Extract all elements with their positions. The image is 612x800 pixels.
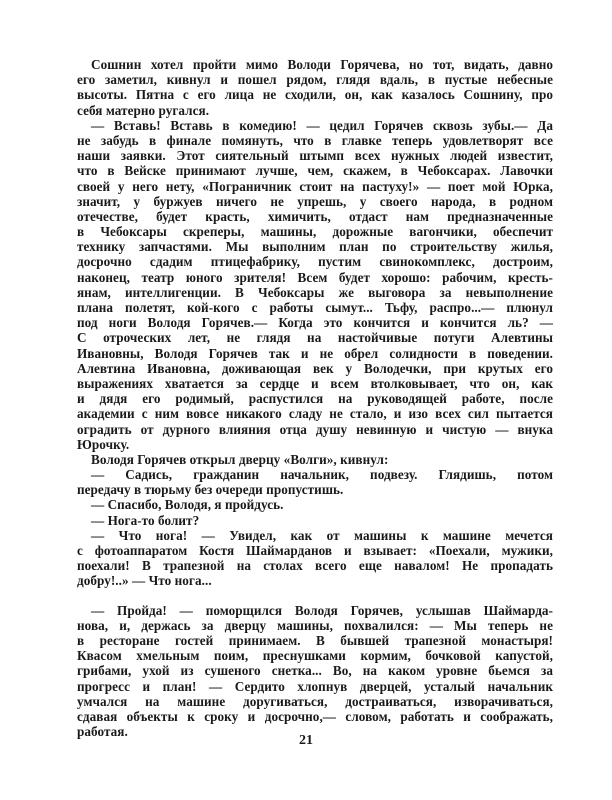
text-line: Сошнин хотел пройти мимо Володи Горячева, но тот, видать, давно	[91, 57, 553, 72]
text-line: отечестве, будет красть, химичить, отдаст нам предназначенные	[77, 208, 553, 224]
text-line: поехали! В трапезной на столах всего еще навалом! Не пропадать	[77, 558, 553, 574]
text-line: высоты. Пятна с его лица не сходили, он, как казалось Сошнину, про	[77, 87, 553, 103]
text-line: добру!..» — Что нога...	[77, 573, 212, 589]
text-line: С отроческих лет, не глядя на настойчивые потуги Алевтины	[77, 330, 553, 346]
text-line: наши заявки. Этот сиятельный штымп всех нужных людей известит,	[77, 148, 553, 164]
text-line: умчался на машине доругиваться, достраиваться, изворачиваться,	[77, 693, 553, 709]
text-line: под ноги Володя Горячев.— Когда это кончится и кончится ль? —	[77, 315, 553, 331]
text-line: в Чебоксары скреперы, машины, дорожные вагончики, обеспечит	[77, 224, 553, 240]
text-line: Володя Горячев открыл дверцу «Волги», кивнул:	[91, 451, 389, 467]
text-line: досрочно сдадим птицефабрику, пустим свинокомплекс, достроим,	[77, 254, 553, 270]
text-line: работая.	[77, 724, 128, 740]
text-line: Ивановны, Володя Горячев так и не обрел солидности в поведении.	[77, 345, 553, 361]
text-line: значит, у буржуев ничего не упрешь, у своего народа, в родном	[77, 193, 553, 209]
text-line: сдавая объекты к сроку и досрочно,— словом, работать и соображать,	[77, 708, 553, 724]
text-line: передачу в тюрьму без очереди пропустишь.	[77, 482, 344, 498]
text-line: прогресс и план! — Сердито хлопнув дверцей, усталый начальник	[77, 678, 553, 694]
text-line: нова, и, держась за дверцу машины, похвалился: — Мы теперь не	[77, 617, 553, 633]
text-line: — Нога-то болит?	[91, 512, 200, 528]
text-line: с фотоаппаратом Костя Шаймарданов и взывает: «Поехали, мужики,	[77, 543, 553, 558]
text-line: и дядя его родимый, распустился на руководящей работе, после	[77, 391, 553, 407]
text-line: грибами, ухой из сушеного снетка... Во, на каком уровне бьемся за	[77, 663, 553, 679]
text-line: наконец, театр юного зрителя! Всем будет хорошо: рабочим, кресть-	[77, 269, 553, 285]
text-line: — Вставь! Вставь в комедию! — цедил Горячев сквозь зубы.— Да	[91, 117, 553, 133]
text-line: Юрочку.	[77, 436, 130, 452]
text-line: академии с ним вовсе никакого сладу не стало, и изо всех сил пытается	[77, 406, 553, 422]
text-line: — Что нога! — Увидел, как от машины к машине мечется	[91, 527, 553, 543]
text-line: янам, интеллигенции. В Чебоксары же выговора за невыполнение	[77, 284, 553, 300]
section-gap	[77, 589, 553, 603]
text-line: — Садись, гражданин начальник, подвезу. Глядишь, потом	[91, 467, 553, 483]
text-line: не забудь в финале помянуть, что в главке теперь удовлетворят все	[77, 132, 553, 148]
text-line: — Спасибо, Володя, я пройдусь.	[91, 497, 284, 513]
text-line: — Пройда! — поморщился Володя Горячев, услышав Шаймарда-	[91, 602, 553, 618]
text-line: в ресторане гостей принимаем. В бывшей трапезной монастыря!	[77, 632, 553, 648]
text-line: своей у него нету, «Пограничник стоит на пастуху!» — поет мой Юрка,	[77, 178, 553, 194]
text-line: оградить от дурного влияния отца душу невинную и чистую — внука	[77, 421, 553, 437]
text-line: себя матерно ругался.	[77, 102, 210, 118]
text-line: плана полетят, кой-кого с работы сымут... Тьфу, распро...— плюнул	[77, 300, 553, 315]
text-line: технику запчастями. Мы выполним план по строительству жилья,	[77, 239, 553, 255]
text-line: Алевтина Ивановна, доживающая век у Володечки, при крутых его	[77, 360, 553, 376]
text-line: что в Вейске принимают лучше, чем, скажем, в Чебоксарах. Лавочки	[77, 163, 553, 179]
body-text	[77, 57, 553, 739]
text-line: Квасом хмельным поим, преснушками кормим, бочковой капустой,	[77, 648, 553, 664]
page-number: 21	[299, 733, 313, 748]
text-line: его заметил, кивнул и пошел рядом, глядя вдаль, в пустые небесные	[77, 72, 553, 88]
text-line: выражениях хватается за сердце и всем втолковывает, что он, как	[77, 375, 553, 391]
